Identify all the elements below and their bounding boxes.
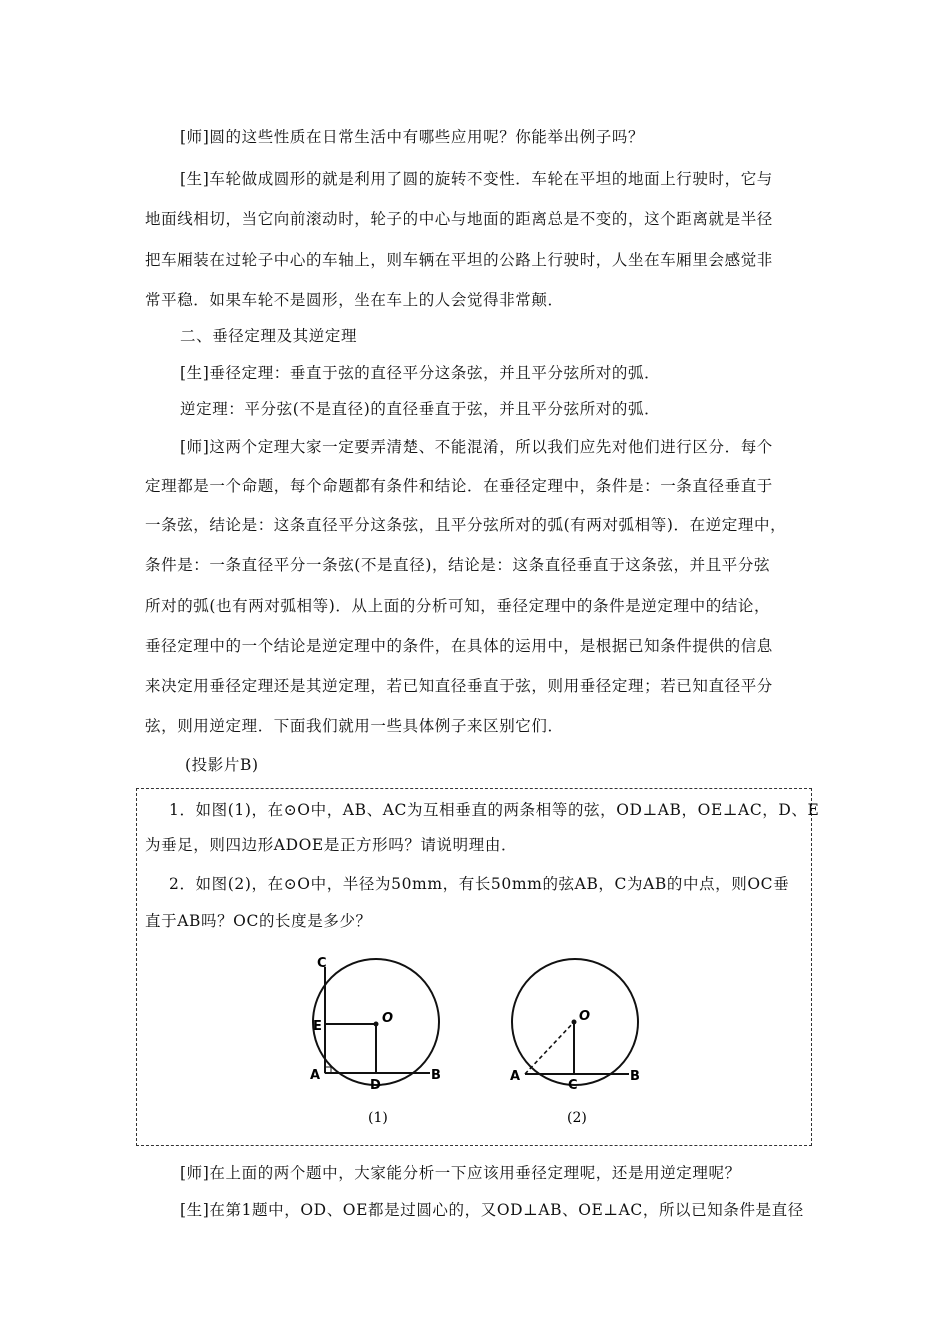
figures: [290, 950, 670, 1135]
analysis-line3: 一条弦，结论是：这条直径平分这条弦，且平分弦所对的弧(有两对弧相等)．在逆定理中，: [145, 516, 787, 534]
analysis-line1: [师]这两个定理大家一定要弄清楚、不能混淆，所以我们应先对他们进行区分．每个: [180, 438, 773, 456]
figure-2: [510, 959, 640, 1126]
paragraph-student-answer-line2: 地面线相切，当它向前滚动时，轮子的中心与地面的距离总是不变的，这个距离就是半径: [145, 210, 773, 228]
fig1-label-e: E: [313, 1019, 322, 1034]
figure-1: [310, 956, 441, 1126]
analysis-line5: 所对的弧(也有两对弧相等)．从上面的分析可知，垂径定理中的条件是逆定理中的结论，: [145, 597, 771, 615]
fig2-segment-oa: [525, 1022, 574, 1074]
paragraph-student-answer-line3: 把车厢装在过轮子中心的车轴上，则车辆在平坦的公路上行驶时，人坐在车厢里会感觉非: [145, 251, 773, 269]
fig1-label-a: A: [310, 1068, 321, 1083]
slide-label: (投影片B): [185, 756, 259, 774]
converse-theorem-statement: 逆定理：平分弦(不是直径)的直径垂直于弦，并且平分弦所对的弧．: [180, 400, 661, 418]
fig1-center-point: [374, 1022, 379, 1027]
fig1-label-d: D: [370, 1078, 381, 1093]
question1-line2: 为垂足，则四边形ADOE是正方形吗？请说明理由．: [145, 836, 518, 854]
fig2-label-a: A: [510, 1069, 521, 1084]
question1-line1: 1．如图(1)，在⊙O中，AB、AC为互相垂直的两条相等的弦，OD⊥AB，OE⊥AC，D、E: [169, 801, 820, 819]
analysis-line8: 弦，则用逆定理．下面我们就用一些具体例子来区别它们．: [145, 717, 564, 735]
paragraph-student-answer-line1: [生]车轮做成圆形的就是利用了圆的旋转不变性．车轮在平坦的地面上行驶时，它与: [180, 170, 773, 188]
theorem-statement: [生]垂径定理：垂直于弦的直径平分这条弦，并且平分弦所对的弧．: [180, 364, 661, 382]
analysis-line4: 条件是：一条直径平分一条弦(不是直径)，结论是：这条直径垂直于这条弦，并且平分弦: [145, 556, 771, 574]
paragraph-teacher-question: [师]圆的这些性质在日常生活中有哪些应用呢？你能举出例子吗？: [180, 128, 645, 146]
fig1-caption: (1): [368, 1110, 388, 1126]
question2-line1: 2．如图(2)，在⊙O中，半径为50mm，有长50mm的弦AB，C为AB的中点，则OC垂: [169, 875, 790, 893]
section-heading: 二、垂径定理及其逆定理: [180, 327, 358, 345]
question2-line2: 直于AB吗？OC的长度是多少？: [145, 912, 372, 930]
fig2-center-point: [572, 1020, 577, 1025]
teacher-followup: [师]在上面的两个题中，大家能分析一下应该用垂径定理呢，还是用逆定理呢？: [180, 1164, 741, 1182]
analysis-line2: 定理都是一个命题，每个命题都有条件和结论．在垂径定理中，条件是：一条直径垂直于: [145, 477, 773, 495]
paragraph-student-answer-line4: 常平稳．如果车轮不是圆形，坐在车上的人会觉得非常颠．: [145, 291, 564, 309]
fig1-label-o: O: [382, 1011, 394, 1026]
fig1-label-c: C: [317, 956, 327, 971]
student-followup: [生]在第1题中，OD、OE都是过圆心的，又OD⊥AB、OE⊥AC，所以已知条件是直径: [180, 1201, 804, 1219]
analysis-line7: 来决定用垂径定理还是其逆定理，若已知直径垂直于弦，则用垂径定理；若已知直径平分: [145, 677, 773, 695]
analysis-line6: 垂径定理中的一个结论是逆定理中的条件，在具体的运用中，是根据已知条件提供的信息: [145, 637, 773, 655]
fig1-label-b: B: [431, 1068, 441, 1083]
fig2-label-o: O: [579, 1009, 591, 1024]
fig2-label-b: B: [630, 1069, 640, 1084]
fig2-caption: (2): [567, 1110, 587, 1126]
fig2-label-c: C: [568, 1078, 578, 1093]
